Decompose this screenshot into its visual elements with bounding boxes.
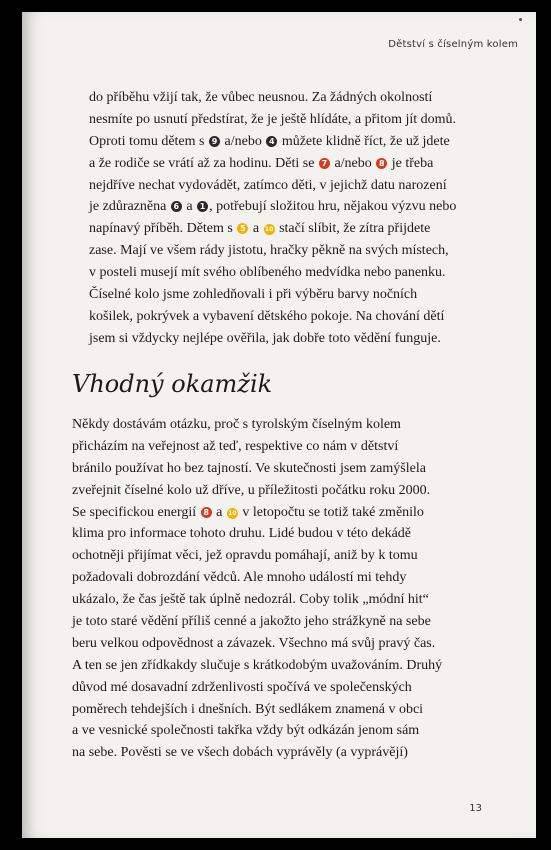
text-line: [89, 240, 456, 262]
text-run: poměrech tehdejších i dnešních. Být sedlákem znamená v obci: [72, 701, 424, 717]
text-run: zveřejnit číselné kolo už dříve, u příležitosti počátku roku 2000.: [72, 482, 431, 498]
paragraph-1: [89, 87, 456, 350]
text-run: klima pro informace tohoto druhu. Lidé budou v této dekádě: [72, 526, 412, 542]
text-run: beru velkou odpovědnost a závazek. Všechno má svůj pravý čas.: [72, 635, 436, 651]
text-line: [72, 720, 442, 742]
text-run: je toto staré vědění příliš cenné a jakožto jeho strážkyně na sebe: [72, 614, 431, 630]
number-badge-10: 10: [264, 226, 274, 234]
text-run: je třeba: [388, 155, 434, 171]
text-run: do příběhu vžijí tak, že vůbec neusnou. Za žádných okolností: [89, 90, 433, 105]
text-line: [72, 567, 442, 589]
text-line: [72, 742, 442, 764]
text-line: [89, 109, 456, 131]
text-line: [89, 284, 456, 306]
number-badge-10: 10: [228, 509, 237, 517]
text-line: [72, 633, 442, 655]
text-run: a/nebo: [221, 133, 266, 149]
text-run: nejdříve nechat vydovádět, zatímco děti, v jejichž datu narození: [89, 177, 447, 193]
text-run: nesmíte po usnutí předstírat, že je ještě hlídáte, a přitom jít domů.: [89, 111, 457, 127]
text-run: bránilo používat ho bez tajností. Ve skutečnosti jsem zamýšlela: [72, 460, 426, 476]
text-line: [89, 175, 456, 197]
text-line: [72, 458, 442, 480]
text-run: stačí slíbit, že zítra přijdete: [275, 221, 431, 237]
text-line: [72, 502, 442, 524]
text-line: [89, 218, 456, 240]
text-run: Číselné kolo jsme zohledňovali i při výběru barvy nočních: [89, 287, 418, 303]
text-run: ochotněji přijímat věci, jež opravdu pomáhají, aniž by k tomu: [72, 548, 418, 564]
text-run: můžete klidně říct, že už jdete: [278, 133, 450, 149]
text-run: zase. Mají ve všem rády jistotu, hračky pěkně na svých místech,: [89, 243, 449, 259]
text-line: [89, 196, 456, 218]
text-line: [72, 523, 442, 545]
text-line: [89, 131, 456, 153]
number-badge-5: 5: [237, 223, 248, 234]
text-run: a/nebo: [330, 155, 376, 171]
text-run: a: [182, 199, 197, 215]
number-badge-6: 6: [171, 201, 182, 212]
text-line: [72, 589, 442, 611]
text-run: jsem si vždycky nejlépe ověřila, jak dobře toto vědění funguje.: [89, 330, 441, 346]
text-line: [72, 699, 442, 721]
text-line: [89, 153, 456, 175]
text-line: [72, 655, 442, 677]
text-line: [72, 414, 442, 436]
text-run: napínavý příběh. Dětem s: [89, 221, 237, 237]
text-run: požadovali dobrozdání vědců. Ale mnoho událostí mi tehdy: [72, 570, 407, 586]
text-run: přicházím na veřejnost až teď, respektive co nám v dětství: [72, 438, 399, 454]
text-run: košilek, pokrývek a vybavení dětského pokoje. Na chování dětí: [89, 308, 445, 324]
text-line: [89, 87, 456, 109]
text-run: a ve vesnické společnosti takřka vždy být odkázán jenom sám: [72, 723, 420, 739]
text-run: ukázalo, že čas ještě tak úplně nedozrál. Coby tolik „módní hit“: [72, 592, 429, 608]
text-run: důvod mé dosavadní zdrženlivosti spočívá ve společenských: [72, 679, 412, 695]
text-run: , potřebují složitou hru, nějakou výzvu nebo: [209, 199, 457, 215]
text-line: [72, 545, 442, 567]
number-badge-1: 1: [197, 201, 208, 212]
text-run: na sebe. Pověsti se ve všech dobách vyprávěly (a vyprávějí): [72, 745, 408, 761]
number-badge-4: 4: [266, 136, 277, 147]
text-run: je zdůrazněna: [89, 199, 170, 215]
text-run: a že rodiče se vrátí až za hodinu. Děti se: [89, 155, 318, 171]
text-line: [72, 480, 442, 502]
text-line: [89, 306, 456, 328]
text-run: A ten se jen zřídkakdy slučuje s krátkodobým uvažováním. Druhý: [72, 657, 443, 673]
running-header: Dětství s číselným kolem: [388, 39, 518, 50]
text-line: [72, 436, 442, 458]
text-line: [89, 262, 456, 284]
text-run: a: [212, 504, 226, 520]
text-line: [72, 677, 442, 699]
text-run: v posteli musejí mít svého oblíbeného medvídka nebo panenku.: [89, 265, 446, 281]
text-run: Se specifickou energií: [72, 504, 200, 520]
text-run: v letopočtu se totiž také změnilo: [238, 504, 424, 520]
number-badge-8: 8: [376, 158, 387, 169]
text-line: [89, 328, 456, 350]
text-run: a: [249, 221, 263, 237]
text-run: Někdy dostávám otázku, proč s tyrolským číselným kolem: [72, 417, 401, 432]
page-number: 13: [469, 803, 482, 814]
number-badge-9: 9: [209, 136, 220, 147]
paragraph-2: [72, 414, 442, 764]
book-page: [22, 12, 536, 838]
corner-mark: [519, 18, 522, 21]
text-line: [72, 611, 442, 633]
number-badge-8: 8: [201, 507, 212, 518]
number-badge-7: 7: [319, 158, 330, 169]
section-heading: Vhodný okamžik: [72, 370, 273, 398]
text-run: Oproti tomu dětem s: [89, 133, 208, 149]
